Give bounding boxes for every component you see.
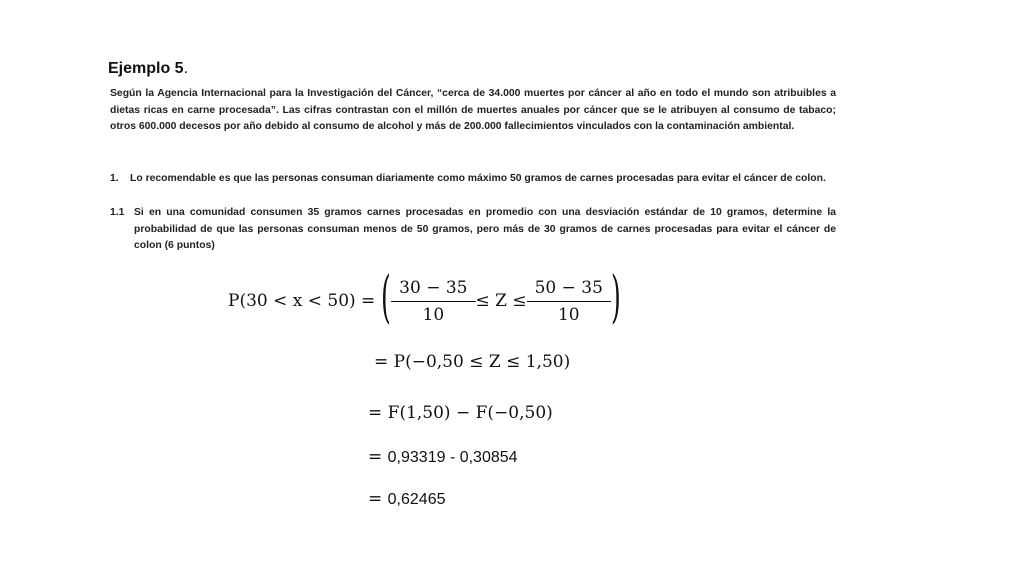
- list-item-1-1-text: Si en una comunidad consumen 35 gramos carnes procesadas en promedio con una desviación estándar de 10 gramos, determine la probabilidad de que las personas consuman menos de 50 gramos, pero más de 30 gramos de carnes procesadas para evitar el cáncer de colon (6 puntos): [134, 207, 836, 252]
- equation-5-value: 0,62465: [387, 491, 446, 508]
- fraction-1: [395, 278, 471, 325]
- list-item-1-1-number: 1.1: [110, 207, 125, 218]
- fraction-1-numerator: 30 − 35: [399, 277, 468, 298]
- equation-4-equals: =: [368, 447, 388, 467]
- example-title: [108, 60, 188, 78]
- example-title-text: Ejemplo 5: [108, 60, 184, 77]
- right-paren: ): [610, 265, 621, 330]
- fraction-2: [531, 278, 607, 325]
- left-paren: (: [381, 265, 392, 330]
- equation-1: [228, 265, 621, 332]
- equation-5-equals: =: [368, 489, 388, 509]
- equation-4-value: 0,93319 - 0,30854: [387, 449, 518, 466]
- intro-paragraph: Según la Agencia Internacional para la Investigación del Cáncer, “cerca de 34.000 muertes por cáncer al año en todo el mundo son atribuibles a dietas ricas en carne procesada”. Las cifras contrastan con el millón de muertes anuales por cáncer que se le atribuyen al consumo de tabaco; otros 600.000 decesos por año debido al consumo de alcohol y más de 200.000 fallecimientos vinculados con la contaminación ambiental.: [110, 88, 836, 133]
- list-item-1-number: 1.: [110, 173, 119, 184]
- example-title-dot: .: [183, 60, 189, 77]
- equation-5: [368, 489, 446, 509]
- equation-1-middle: ≤ Z ≤: [475, 291, 527, 311]
- equation-1-lhs: P(30 < x < 50) =: [228, 291, 376, 311]
- fraction-1-denominator: 10: [391, 301, 475, 325]
- equation-2: = P(−0,50 ≤ Z ≤ 1,50): [374, 352, 571, 372]
- fraction-2-numerator: 50 − 35: [534, 277, 603, 298]
- equation-4: [368, 447, 518, 467]
- equation-3: = F(1,50) − F(−0,50): [368, 403, 553, 423]
- list-item-1-text: Lo recomendable es que las personas consuman diariamente como máximo 50 gramos de carnes procesadas para evitar el cáncer de colon.: [130, 173, 826, 184]
- list-item-1-1: [110, 205, 836, 255]
- list-item-1: [110, 171, 836, 188]
- fraction-2-denominator: 10: [527, 301, 611, 325]
